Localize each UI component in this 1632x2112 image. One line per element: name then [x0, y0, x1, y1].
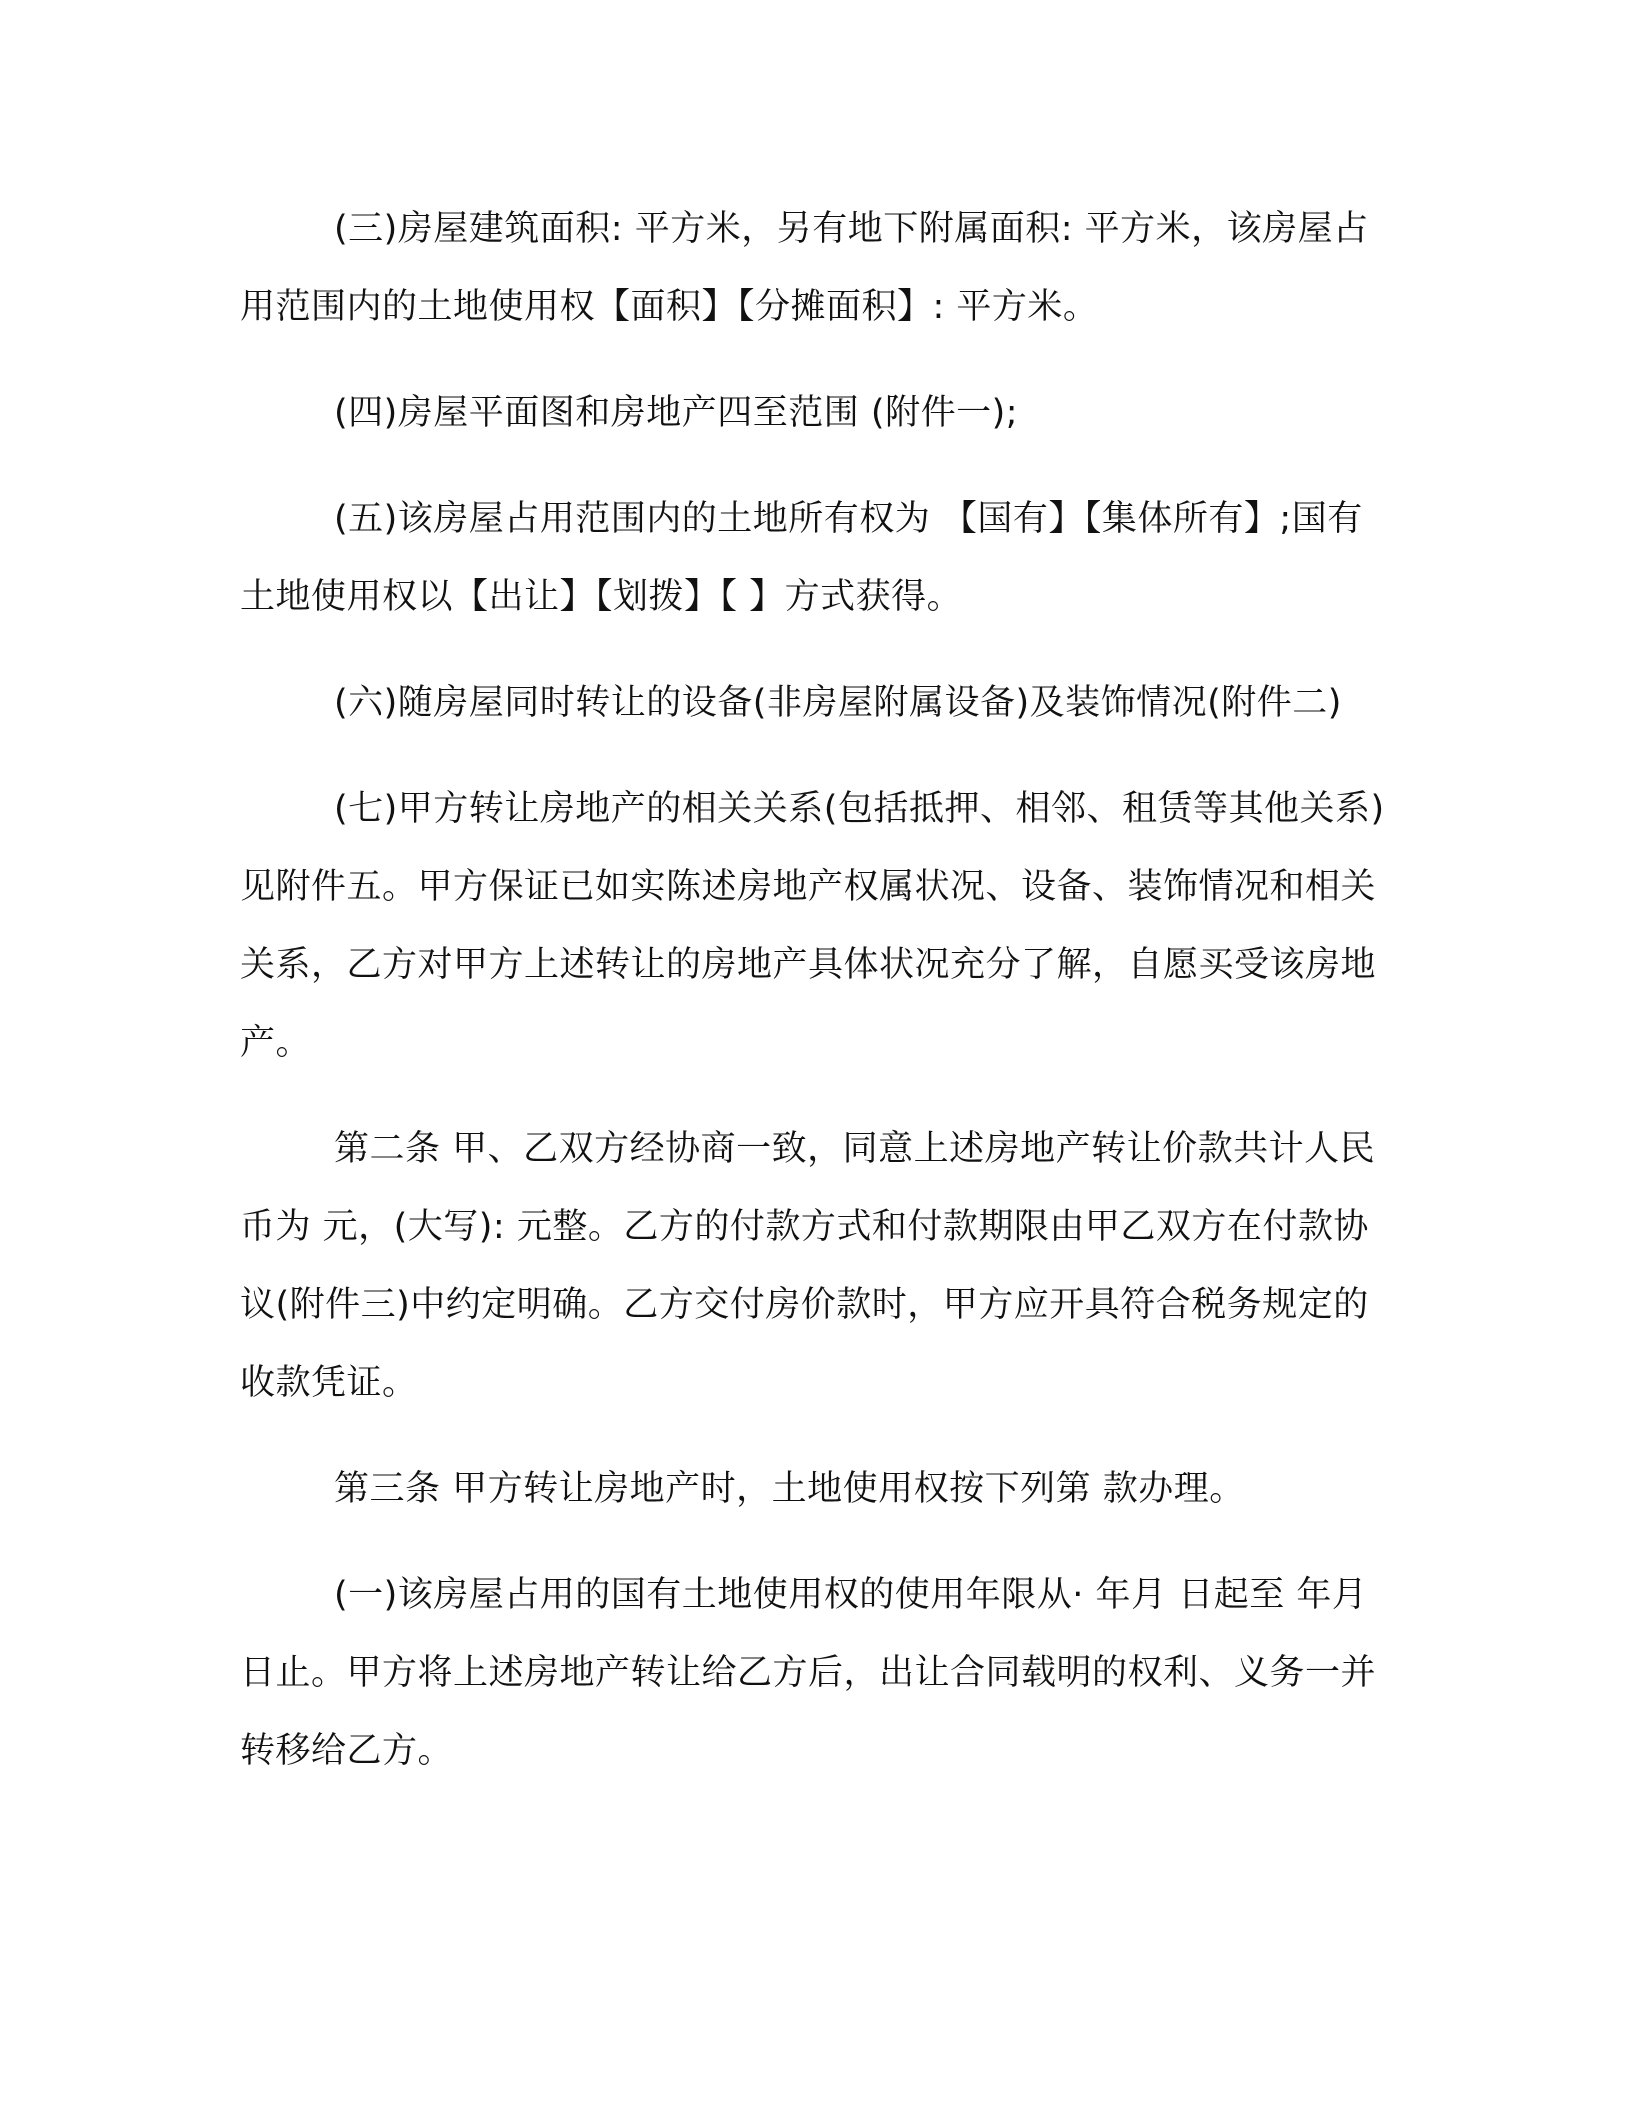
article-2-price: 第二条 甲、乙双方经协商一致，同意上述房地产转让价款共计人民币为 元，(大写): 元整。乙方的付款方式和付款期限由甲乙双方在付款协议(附件三)中约定明确。乙方交付房价款时，甲方应开具符合税务规定的收款凭证。 — [240, 1129, 1376, 1403]
clause-3-building-area: (三)房屋建筑面积: 平方米，另有地下附属面积: 平方米，该房屋占用范围内的土地使用权【面积】【分摊面积】: 平方米。 — [240, 209, 1369, 327]
document-page — [240, 190, 1390, 1818]
clause-6-equipment: (六)随房屋同时转让的设备(非房屋附属设备)及装饰情况(附件二) — [334, 683, 1342, 723]
clause-4-floor-plan: (四)房屋平面图和房地产四至范围 (附件一); — [334, 393, 1019, 433]
clause-5-land-ownership: (五)该房屋占用范围内的土地所有权为 【国有】【集体所有】;国有土地使用权以【出让】【划拨】【 】方式获得。 — [240, 499, 1363, 617]
article-3-item-1: (一)该房屋占用的国有土地使用权的使用年限从· 年月 日起至 年月 日止。甲方将上述房地产转让给乙方后，出让合同载明的权利、义务一并转移给乙方。 — [240, 1575, 1377, 1771]
article-3-land-use: 第三条 甲方转让房地产时，土地使用权按下列第 款办理。 — [334, 1469, 1245, 1509]
clause-7-relations: (七)甲方转让房地产的相关关系(包括抵押、相邻、租赁等其他关系)见附件五。甲方保证已如实陈述房地产权属状况、设备、装饰情况和相关关系，乙方对甲方上述转让的房地产具体状况充分了解，自愿买受该房地产。 — [240, 789, 1385, 1063]
